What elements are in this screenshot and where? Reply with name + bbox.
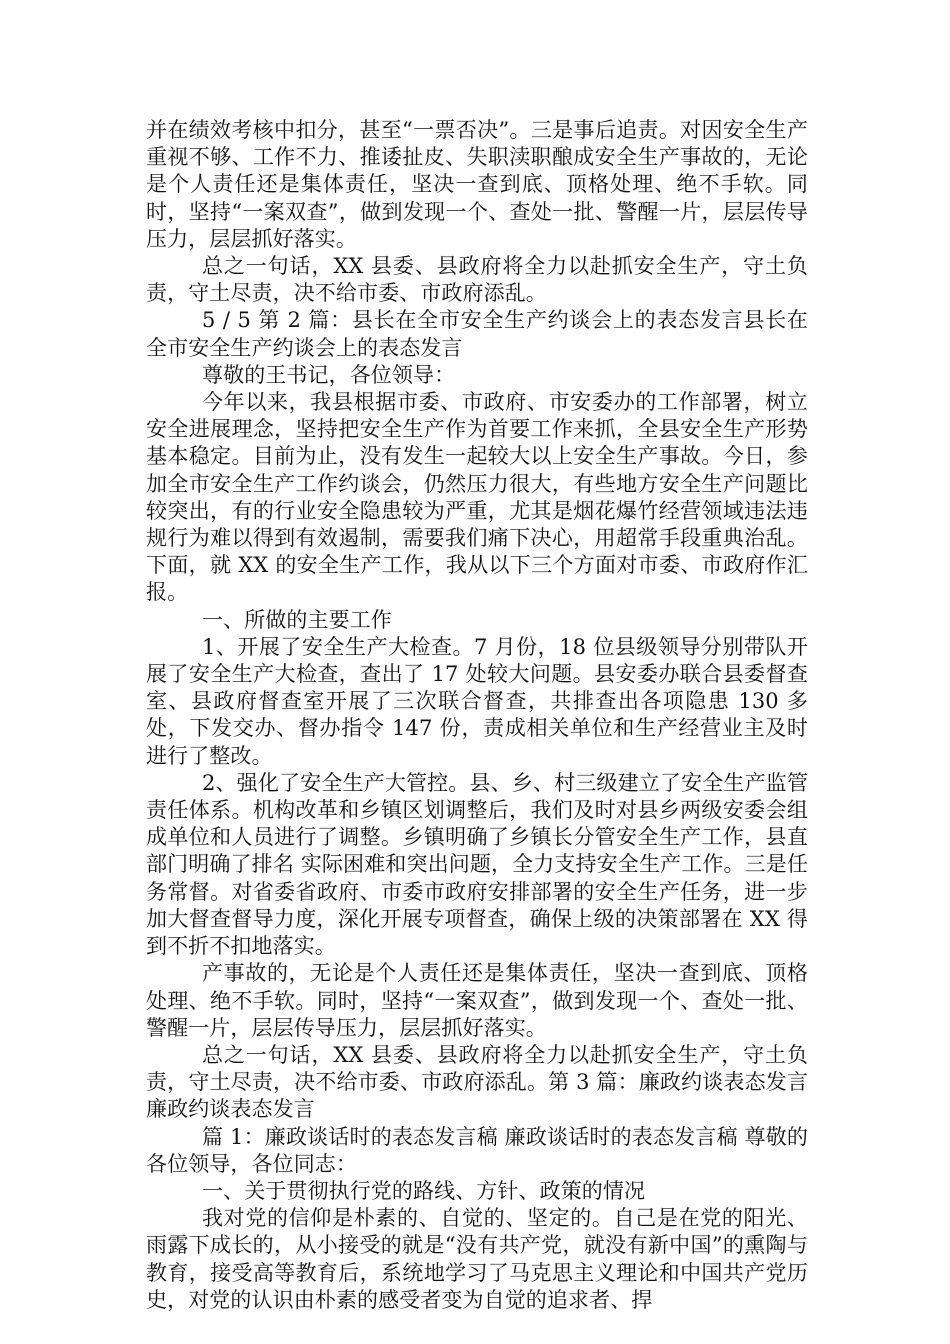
- paragraph-12-section-heading: 一、关于贯彻执行党的路线、方针、政策的情况: [202, 1178, 646, 1203]
- paragraph-10: 总之一句话，XX 县委、县政府将全力以赴抓安全生产，守土负责，守土尽责，决不给市委、市政府添乱。第 3 篇：廉政约谈表态发言廉政约谈表态发言: [146, 1042, 808, 1122]
- paragraph-13: 我对党的信仰是朴素的、自觉的、坚定的。自己是在党的阳光、雨露下成长的，从小接受的就是“没有共产党，就没有新中国”的熏陶与教育，接受高等教育后，系统地学习了马克思主义理论和中国共产党历史，对党的认识由朴素的感受者变为自觉的追求者、捍: [146, 1206, 808, 1312]
- paragraph-3-heading: 5 / 5 第 2 篇：县长在全市安全生产约谈会上的表态发言县长在全市安全生产约谈会上的表态发言: [146, 308, 808, 360]
- paragraph-7: 1、开展了安全生产大检查。7 月份，18 位县级领导分别带队开展了安全生产大检查，查出了 17 处较大问题。县安委办联合县委督查室、县政府督查室开展了三次联合督查，共排查出各项隐患 130 多处，下发交办、督办指令 147 份，责成相关单位和生产经营业主及时进行了整改。: [146, 634, 808, 768]
- paragraph-11: 篇 1：廉政谈话时的表态发言稿 廉政谈话时的表态发言稿 尊敬的各位领导，各位同志：: [146, 1124, 808, 1176]
- paragraph-2: 总之一句话，XX 县委、县政府将全力以赴抓安全生产，守土负责，守土尽责，决不给市委、市政府添乱。: [146, 254, 808, 306]
- paragraph-9: 产事故的，无论是个人责任还是集体责任，坚决一查到底、顶格处理、绝不手软。同时，坚持“一案双查”，做到发现一个、查处一批、警醒一片，层层传导压力，层层抓好落实。: [146, 961, 808, 1040]
- paragraph-4-salutation: 尊敬的王书记，各位领导：: [202, 362, 456, 387]
- paragraph-5: 今年以来，我县根据市委、市政府、市安委办的工作部署，树立安全进展理念，坚持把安全生产作为首要工作来抓，全县安全生产形势基本稳定。目前为止，没有发生一起较大以上安全生产事故。今日，参加全市安全生产工作约谈会，仍然压力很大，有些地方安全生产问题比较突出，有的行业安全隐患较为严重，尤其是烟花爆竹经营领域违法违规行为难以得到有效遏制，需要我们痛下决心，用超常手段重典治乱。下面，就 XX 的安全生产工作，我从以下三个方面对市委、市政府作汇报。: [146, 390, 808, 605]
- paragraph-6-section-heading: 一、所做的主要工作: [202, 607, 392, 632]
- paragraph-8: 2、强化了安全生产大管控。县、乡、村三级建立了安全生产监管责任体系。机构改革和乡镇区划调整后，我们及时对县乡两级安委会组成单位和人员进行了调整。乡镇明确了乡镇长分管安全生产工作，县直部门明确了排名 实际困难和突出问题，全力支持安全生产工作。三是任务常督。对省委省政府、市委市政府安排部署的安全生产任务，进一步加大督查督导力度，深化开展专项督查，确保上级的决策部署在 XX 得到不折不扣地落实。: [146, 770, 808, 959]
- document-body: [146, 117, 808, 1314]
- paragraph-1: 并在绩效考核中扣分，甚至“一票否决”。三是事后追责。对因安全生产重视不够、工作不力、推诿扯皮、失职渎职酿成安全生产事故的，无论是个人责任还是集体责任，坚决一查到底、顶格处理、绝不手软。同时，坚持“一案双查”，做到发现一个、查处一批、警醒一片，层层传导压力，层层抓好落实。: [146, 118, 808, 251]
